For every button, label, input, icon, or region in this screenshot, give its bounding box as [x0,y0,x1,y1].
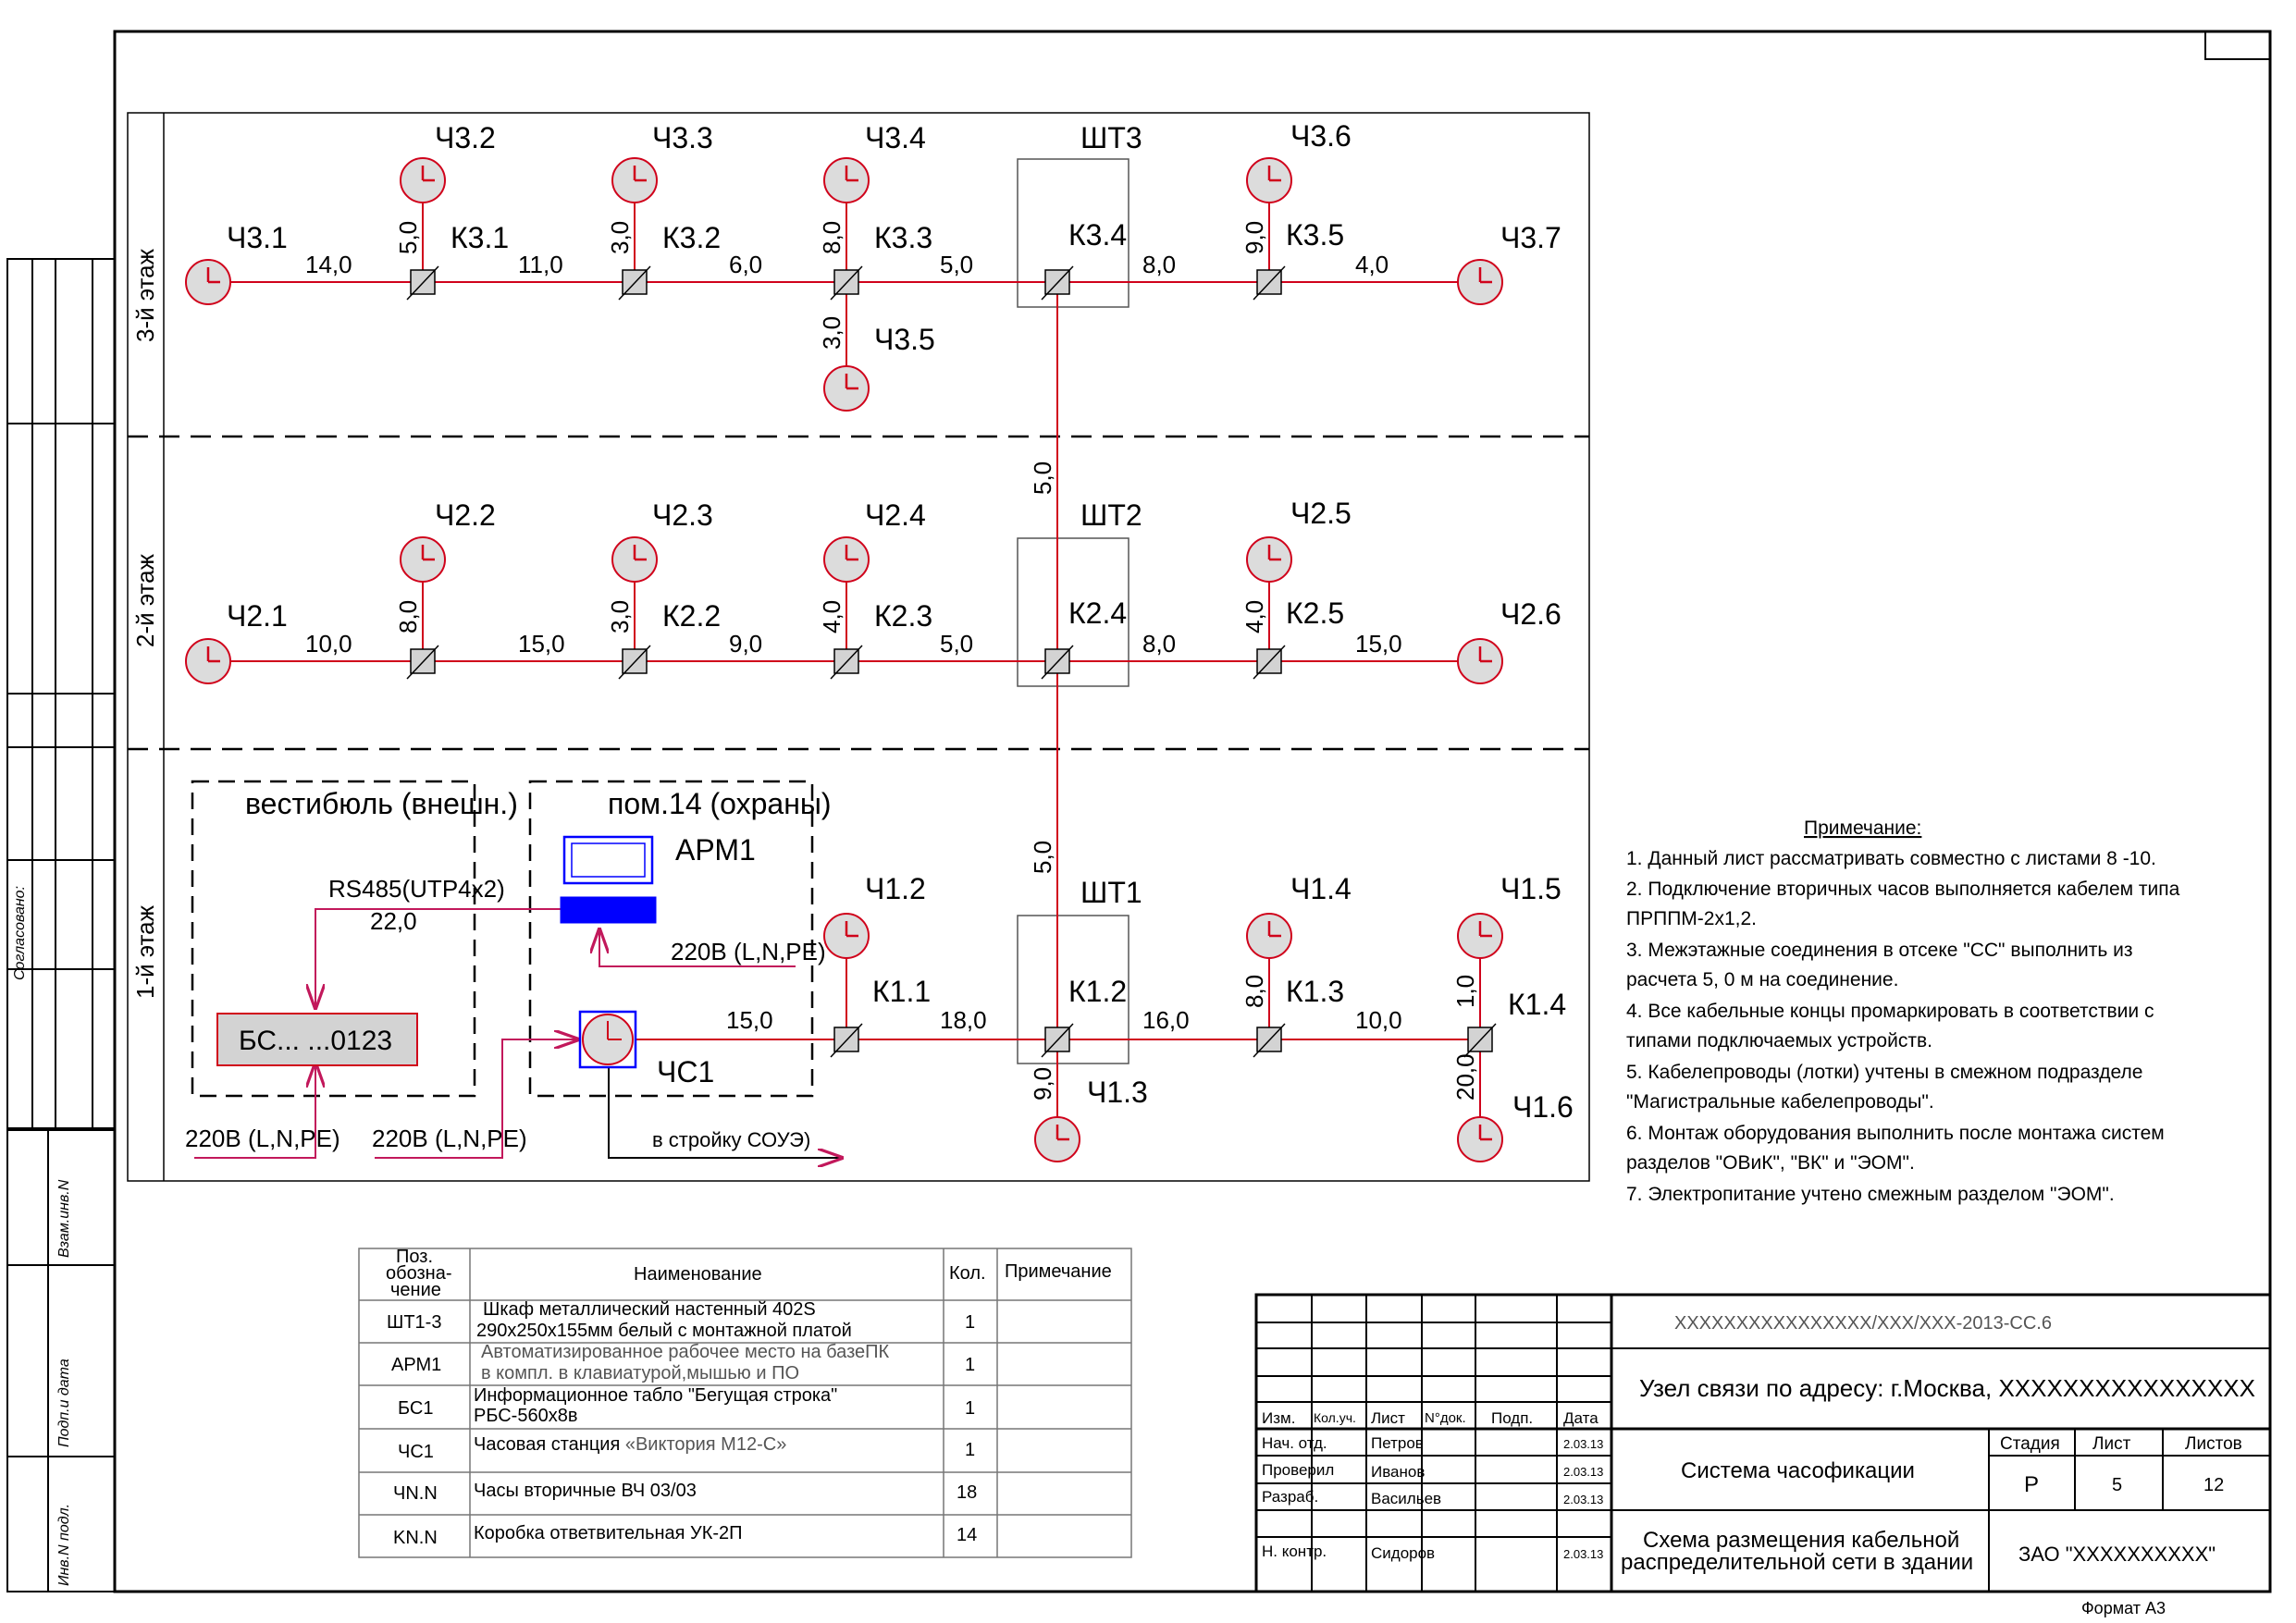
sheet-header: Лист [2092,1434,2131,1454]
spec-qty: 1 [965,1355,976,1375]
box-label: К3.2 [662,221,722,254]
date: 2.03.13 [1563,1493,1604,1506]
date: 2.03.13 [1563,1547,1604,1561]
clock-label: Ч3.3 [652,121,713,154]
cable-length: 10,0 [305,630,352,658]
role: Н. контр. [1262,1543,1327,1560]
clock-icon [824,914,869,958]
cable-length: 9,0 [1241,220,1268,254]
cable-length: 4,0 [818,599,846,633]
person: Петров [1371,1434,1424,1452]
clock-label: Ч3.1 [227,221,288,254]
sheets-header: Листов [2185,1434,2242,1454]
spec-header: Кол. [949,1263,986,1284]
date: 2.03.13 [1563,1465,1604,1479]
cabinet-label: ШТ1 [1080,876,1142,909]
spec-pos: БС1 [398,1398,434,1419]
clock-icon [824,158,869,203]
clock-icon [824,537,869,582]
side-replaced-inv: Взам.инв.N [56,1179,72,1258]
spec-name: РБС-560х8в [474,1406,578,1426]
clock-station-icon [580,1012,636,1067]
cable-length: 10,0 [1355,1006,1402,1034]
note-line: 1. Данный лист рассматривать совместно с листами 8 -10. [1626,848,2156,869]
notes [1626,818,2180,1205]
spec-qty: 1 [965,1398,976,1419]
system-name: Система часофикации [1681,1458,1915,1483]
clock-icon [401,158,445,203]
cable-length: 5,0 [940,251,974,278]
spec-name: 290х250х155мм белый с монтажной платой [476,1321,852,1341]
clock-label: Ч1.6 [1512,1090,1574,1124]
clock-label: Ч1.5 [1500,872,1562,905]
board-label: БС... ...0123 [239,1026,393,1056]
note-line: разделов "ОВиК", "ВК" и "ЭОМ". [1626,1152,1915,1174]
power-label-arm: 220В (L,N,PE) [671,938,826,965]
drawing-title-1: Схема размещения кабельной [1643,1528,1960,1553]
note-line: 7. Электропитание учтено смежным разделом "ЭОМ". [1626,1184,2115,1205]
box-label: К1.2 [1068,975,1128,1008]
riser-length: 5,0 [1029,840,1056,874]
person: Сидоров [1371,1544,1436,1562]
spec-qty: 1 [965,1440,976,1460]
cable-length: 5,0 [940,630,974,658]
room-label-security: пом.14 (охраны) [608,787,832,820]
sheets-value: 12 [2203,1475,2225,1495]
cable-length: 18,0 [940,1006,987,1034]
clock-label: Ч2.5 [1290,497,1352,530]
clock-label: Ч2.2 [435,498,496,532]
spec-qty: 18 [957,1482,978,1503]
object-address: Узел связи по адресу: г.Москва, ХХХХХХХХХХХХХХХХ [1639,1374,2255,1402]
cable-length: 8,0 [818,220,846,254]
box-label: К2.4 [1068,596,1128,630]
spec-text [386,1247,1112,1548]
note-line: расчета 5, 0 м на соединение. [1626,969,1899,990]
spec-name: Часы вторичные ВЧ 03/03 [474,1481,697,1501]
box-label: К3.5 [1286,218,1345,252]
clock-icon [1458,260,1502,304]
note-line: 2. Подключение вторичных часов выполняется кабелем типа [1626,879,2180,900]
spec-name: в компл. в клавиатурой,мышью и ПО [481,1363,800,1383]
arm-label: АРМ1 [675,833,756,867]
col-sign: Подп. [1491,1409,1534,1427]
cable-length: 16,0 [1142,1006,1190,1034]
clock-icon [612,537,657,582]
date: 2.03.13 [1563,1437,1604,1451]
cable-length: 8,0 [1241,974,1268,1008]
arm-workstation-icon [561,837,656,923]
cabinet-label: ШТ2 [1080,498,1142,532]
col-doc: N°док. [1425,1410,1466,1426]
clock-label: Ч1.4 [1290,872,1352,905]
clock-icon [1458,914,1502,958]
col-date: Дата [1563,1409,1599,1427]
role: Разраб. [1262,1488,1319,1506]
clock-label: Ч3.7 [1500,221,1562,254]
clock-icon [401,537,445,582]
clock-label: Ч2.6 [1500,597,1562,631]
spec-pos: ЧN.N [393,1483,438,1504]
box-label: К1.1 [872,975,932,1008]
note-line: 6. Монтаж оборудования выполнить после монтажа систем [1626,1123,2165,1144]
clock-icon [1035,1117,1080,1162]
note-line: типами подключаемых устройств. [1626,1030,1932,1051]
cable-length: 5,0 [394,220,422,254]
clock-label: Ч2.4 [865,498,926,532]
clock-label: Ч3.4 [865,121,926,154]
col-kol: Кол.уч. [1314,1410,1356,1425]
clock-icon [186,639,230,683]
sheet-format: Формат А3 [2081,1599,2166,1617]
rs485-length: 22,0 [370,907,417,935]
box-label: К3.3 [874,221,933,254]
clock-label: Ч3.2 [435,121,496,154]
spec-pos: АРМ1 [391,1355,442,1375]
spec-header: Поз. [396,1247,433,1267]
power-label-station: 220В (L,N,PE) [372,1125,527,1152]
clock-icon [824,366,869,411]
spec-name: Шкаф металлический настенный 402S [483,1299,816,1320]
cable-length: 6,0 [729,251,763,278]
cable-length: 9,0 [729,630,763,658]
clock-label: Ч2.1 [227,599,288,633]
doc-code: ХХХХХХХХХХХХХХХХ/ХХХ/ХХХ-2013-СС.6 [1674,1313,2052,1334]
power-label-board: 220В (L,N,PE) [185,1125,340,1152]
cable-length: 15,0 [726,1006,773,1034]
floor-separators [128,436,1589,749]
box-label: К1.4 [1508,988,1567,1021]
spec-name: Информационное табло "Бегущая строка" [474,1385,838,1406]
spec-header: чение [390,1280,441,1300]
col-list: Лист [1371,1409,1405,1427]
box-label: К3.4 [1068,218,1128,252]
spec-pos: ШТ1-3 [387,1312,442,1333]
cabinet-label: ШТ3 [1080,121,1142,154]
cable-length: 4,0 [1241,599,1268,633]
cable-length: 8,0 [1142,251,1177,278]
room-label-vestibule: вестибюль (внешн.) [245,787,518,820]
clock-label: Ч3.6 [1290,119,1352,153]
spec-header: Примечание [1005,1261,1112,1282]
cable-length: 3,0 [606,599,634,633]
col-izm: Изм. [1262,1409,1296,1427]
spec-qty: 1 [965,1312,976,1333]
note-line: 5. Кабелепроводы (лотки) учтены в смежном подразделе [1626,1062,2143,1083]
role: Проверил [1262,1461,1335,1479]
title-block-text [1262,1313,2255,1575]
floor-2-label: 2-й этаж [131,553,159,647]
side-inv-original: Инв.N подл. [56,1503,72,1586]
spec-pos: ЧС1 [398,1442,434,1462]
clock-label: Ч2.3 [652,498,713,532]
spec-pos: KN.N [393,1528,438,1548]
note-line: "Магистральные кабелепроводы". [1626,1091,1934,1113]
cable-length: 15,0 [1355,630,1402,658]
cable-length: 14,0 [305,251,352,278]
rs485-label: RS485(UTP4x2) [328,875,505,903]
spec-name: Автоматизированное рабочее место на базеПК [481,1342,890,1362]
box-label: К2.3 [874,599,933,633]
note-line: ПРППМ-2х1,2. [1626,908,1757,929]
side-approved: Согласовано: [12,885,28,980]
notes-title: Примечание: [1804,818,1922,839]
spec-qty: 14 [957,1525,978,1545]
clock-icon [1247,537,1291,582]
cable-length: 3,0 [606,220,634,254]
person: Васильев [1371,1490,1442,1507]
cable-length: 1,0 [1451,974,1479,1008]
clock-icon [1458,1117,1502,1162]
cable-length: 15,0 [518,630,565,658]
box-label: К2.5 [1286,596,1345,630]
spec-header: Наименование [634,1264,762,1285]
stage-value: Р [2024,1472,2040,1497]
riser-length: 5,0 [1029,461,1056,495]
role: Нач. отд. [1262,1434,1327,1452]
company-name: ЗАО "ХХХХХХХХХХ" [2018,1543,2216,1566]
spec-name: Часовая станция «Виктория М12-С» [474,1434,787,1455]
clock-icon [1247,914,1291,958]
spec-header: обозна- [386,1263,452,1284]
person: Иванов [1371,1463,1426,1481]
floor-3-labels [227,119,1562,356]
floor-3-label: 3-й этаж [131,248,159,342]
cable-length: 8,0 [1142,630,1177,658]
cable-length: 11,0 [518,251,563,278]
stage-header: Стадия [2000,1434,2060,1454]
station-label: ЧС1 [657,1055,715,1088]
clock-icon [1458,639,1502,683]
box-label: К3.1 [451,221,510,254]
clock-label: Ч1.3 [1087,1076,1148,1109]
cable-length: 3,0 [818,315,846,350]
floor-1-label: 1-й этаж [131,904,159,999]
cable-length: 4,0 [1355,251,1389,278]
clock-icon [1247,158,1291,203]
clock-label: Ч3.5 [874,323,935,356]
soue-label: в стройку СОУЭ) [652,1128,811,1151]
box-label: К2.2 [662,599,722,633]
cable-length: 8,0 [394,599,422,633]
side-sign-date: Подп.и дата [56,1359,72,1447]
cable-length: 20,0 [1451,1053,1479,1100]
drawing-title-2: распределительной сети в здании [1621,1550,1974,1575]
sheet-value: 5 [2112,1475,2123,1495]
clock-label: Ч1.2 [865,872,926,905]
clock-icon [186,260,230,304]
spec-name: Коробка ответвительная УК-2П [474,1523,743,1543]
box-label: К1.3 [1286,975,1345,1008]
note-line: 4. Все кабельные концы промаркировать в соответствии с [1626,1001,2154,1022]
cable-length: 9,0 [1029,1066,1056,1100]
note-line: 3. Межэтажные соединения в отсеке "СС" выполнить из [1626,940,2133,961]
clock-icon [612,158,657,203]
